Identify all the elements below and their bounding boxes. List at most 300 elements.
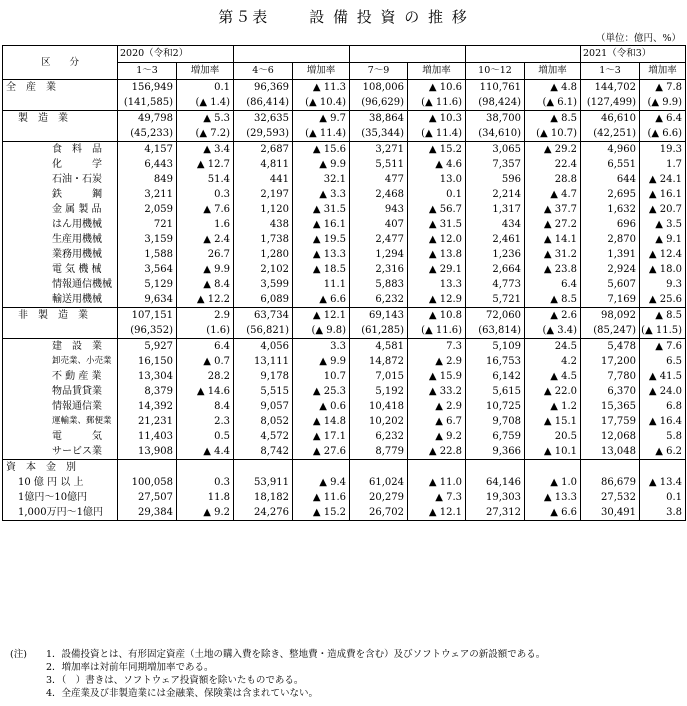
growth-rate-cell — [293, 460, 350, 476]
row-label: 情報通信機械 — [3, 277, 118, 292]
growth-rate-cell: ▲ 15.2 — [408, 142, 466, 158]
table-row — [3, 384, 686, 399]
row-label: 10 億 円 以 上 — [3, 475, 118, 490]
amount-cell: 696 — [581, 217, 640, 232]
table-row — [3, 157, 686, 172]
growth-rate-header: 増加率 — [177, 63, 234, 80]
growth-rate-cell: ▲ 7.3 — [408, 490, 466, 505]
amount-cell: 4,157 — [118, 142, 177, 158]
growth-rate-cell: 13.0 — [408, 172, 466, 187]
growth-rate-cell: 6.4 — [177, 339, 234, 355]
growth-rate-cell: 22.4 — [525, 157, 581, 172]
growth-rate-cell: 3.3 — [293, 339, 350, 355]
amount-cell: 30,491 — [581, 505, 640, 521]
row-label: 化 学 — [3, 157, 118, 172]
growth-rate-cell: 2.3 — [177, 414, 234, 429]
row-label: 製 造 業 — [3, 111, 118, 127]
growth-rate-cell: 11.8 — [177, 490, 234, 505]
amount-cell: 4,960 — [581, 142, 640, 158]
growth-rate-cell: ▲ 25.6 — [640, 292, 686, 308]
growth-rate-cell: ▲ 24.0 — [640, 384, 686, 399]
amount-sub-cell: (127,499) — [581, 95, 640, 111]
amount-cell: 5,607 — [581, 277, 640, 292]
note-2: 2．増加率は対前年同期増加率である。 — [46, 662, 214, 673]
amount-cell: 16,753 — [466, 354, 525, 369]
row-label: 石油・石炭 — [3, 172, 118, 187]
amount-cell — [581, 460, 640, 476]
amount-cell: 38,864 — [350, 111, 408, 127]
amount-cell: 7,169 — [581, 292, 640, 308]
amount-cell: 2,461 — [466, 232, 525, 247]
row-label: 非 製 造 業 — [3, 308, 118, 324]
note-1: 1．設備投資とは、有形固定資産（土地の購入費を除き、整地費・造成費を含む）及びソフトウェアの新設額である。 — [46, 649, 546, 660]
row-label: 電 気 — [3, 429, 118, 444]
amount-cell: 26,702 — [350, 505, 408, 521]
growth-rate-cell: ▲ 20.7 — [640, 202, 686, 217]
growth-rate-cell: 24.5 — [525, 339, 581, 355]
table-row — [3, 505, 686, 521]
growth-rate-cell: 5.8 — [640, 429, 686, 444]
growth-rate-cell: ▲ 9.2 — [177, 505, 234, 521]
growth-rate-cell: ▲ 11.6 — [293, 490, 350, 505]
amount-cell: 3,211 — [118, 187, 177, 202]
footnotes — [10, 648, 545, 700]
amount-cell: 13,048 — [581, 444, 640, 460]
amount-cell — [118, 460, 177, 476]
unit-label: （単位：億円、%） — [595, 33, 681, 44]
growth-rate-cell: 6.8 — [640, 399, 686, 414]
amount-cell: 53,911 — [234, 475, 293, 490]
amount-cell: 7,015 — [350, 369, 408, 384]
amount-cell: 2,870 — [581, 232, 640, 247]
table-row — [3, 80, 686, 96]
amount-cell: 7,357 — [466, 157, 525, 172]
amount-cell: 721 — [118, 217, 177, 232]
growth-rate-cell: ▲ 5.3 — [177, 111, 234, 127]
year-2021-header: 2021（令和3） — [581, 46, 686, 63]
amount-cell: 2,695 — [581, 187, 640, 202]
amount-cell: 144,702 — [581, 80, 640, 96]
amount-cell: 441 — [234, 172, 293, 187]
growth-rate-cell: ▲ 0.7 — [177, 354, 234, 369]
growth-rate-cell: ▲ 12.9 — [408, 292, 466, 308]
growth-rate-cell: ▲ 4.8 — [525, 80, 581, 96]
amount-cell: 3,599 — [234, 277, 293, 292]
growth-rate-cell: ▲ 9.9 — [177, 262, 234, 277]
growth-rate-cell: ▲ 2.9 — [408, 354, 466, 369]
amount-sub-cell: (45,233) — [118, 126, 177, 142]
growth-rate-cell — [177, 460, 234, 476]
growth-rate-cell: ▲ 31.2 — [525, 247, 581, 262]
growth-rate-cell: ▲ 1.2 — [525, 399, 581, 414]
growth-rate-cell: ▲ 15.9 — [408, 369, 466, 384]
growth-rate-cell: ▲ 4.6 — [408, 157, 466, 172]
growth-rate-cell: 0.3 — [177, 187, 234, 202]
growth-rate-cell: 6.5 — [640, 354, 686, 369]
amount-cell: 6,443 — [118, 157, 177, 172]
growth-rate-cell: ▲ 23.8 — [525, 262, 581, 277]
table-number: 第５表 — [218, 8, 270, 26]
amount-cell: 4,056 — [234, 339, 293, 355]
table-row — [3, 399, 686, 414]
amount-cell: 27,312 — [466, 505, 525, 521]
growth-rate-cell: ▲ 4.7 — [525, 187, 581, 202]
amount-cell: 6,142 — [466, 369, 525, 384]
growth-rate-cell: ▲ 33.2 — [408, 384, 466, 399]
growth-rate-sub-cell: (▲ 3.4) — [525, 323, 581, 339]
growth-rate-cell: ▲ 15.6 — [293, 142, 350, 158]
amount-cell: 107,151 — [118, 308, 177, 324]
amount-cell: 4,811 — [234, 157, 293, 172]
amount-cell: 1,236 — [466, 247, 525, 262]
growth-rate-cell: ▲ 37.7 — [525, 202, 581, 217]
amount-cell: 21,231 — [118, 414, 177, 429]
amount-cell — [234, 460, 293, 476]
amount-cell: 5,129 — [118, 277, 177, 292]
amount-cell: 11,403 — [118, 429, 177, 444]
amount-cell: 16,150 — [118, 354, 177, 369]
amount-cell: 69,143 — [350, 308, 408, 324]
growth-rate-cell: ▲ 8.5 — [525, 292, 581, 308]
growth-rate-cell: ▲ 25.3 — [293, 384, 350, 399]
amount-cell: 13,304 — [118, 369, 177, 384]
row-label: 情報通信業 — [3, 399, 118, 414]
table-heading: 設 備 投 資 の 推 移 — [309, 8, 469, 26]
amount-cell: 407 — [350, 217, 408, 232]
amount-cell: 13,908 — [118, 444, 177, 460]
growth-rate-cell: ▲ 22.0 — [525, 384, 581, 399]
amount-cell — [350, 460, 408, 476]
growth-rate-cell: 19.3 — [640, 142, 686, 158]
period-header: 10～12 — [466, 63, 525, 80]
amount-cell: 3,271 — [350, 142, 408, 158]
growth-rate-cell: ▲ 12.0 — [408, 232, 466, 247]
amount-cell: 4,773 — [466, 277, 525, 292]
growth-rate-cell: ▲ 16.1 — [640, 187, 686, 202]
row-label: サービス業 — [3, 444, 118, 460]
amount-cell: 108,006 — [350, 80, 408, 96]
amount-cell: 72,060 — [466, 308, 525, 324]
growth-rate-cell: ▲ 12.2 — [177, 292, 234, 308]
amount-cell: 2,664 — [466, 262, 525, 277]
amount-cell: 438 — [234, 217, 293, 232]
row-label: 資 本 金 別 — [3, 460, 118, 476]
growth-rate-cell: ▲ 31.5 — [408, 217, 466, 232]
amount-cell: 10,418 — [350, 399, 408, 414]
amount-cell: 5,515 — [234, 384, 293, 399]
amount-cell: 10,202 — [350, 414, 408, 429]
growth-rate-header: 増加率 — [293, 63, 350, 80]
amount-cell: 8,742 — [234, 444, 293, 460]
amount-cell: 9,057 — [234, 399, 293, 414]
growth-rate-sub-cell: (▲ 11.6) — [408, 95, 466, 111]
growth-rate-cell: ▲ 9.9 — [293, 354, 350, 369]
growth-rate-cell: 28.2 — [177, 369, 234, 384]
amount-sub-cell: (61,285) — [350, 323, 408, 339]
amount-cell: 63,734 — [234, 308, 293, 324]
growth-rate-cell: 32.1 — [293, 172, 350, 187]
amount-cell: 64,146 — [466, 475, 525, 490]
growth-rate-cell: ▲ 4.4 — [177, 444, 234, 460]
amount-sub-cell: (86,414) — [234, 95, 293, 111]
growth-rate-cell: ▲ 12.4 — [640, 247, 686, 262]
amount-cell: 5,511 — [350, 157, 408, 172]
growth-rate-cell: ▲ 15.2 — [293, 505, 350, 521]
table-row — [3, 308, 686, 324]
growth-rate-cell: ▲ 2.4 — [177, 232, 234, 247]
amount-cell: 12,068 — [581, 429, 640, 444]
growth-rate-cell: ▲ 10.6 — [408, 80, 466, 96]
growth-rate-cell: ▲ 15.1 — [525, 414, 581, 429]
amount-cell: 2,687 — [234, 142, 293, 158]
amount-cell: 596 — [466, 172, 525, 187]
growth-rate-cell: ▲ 13.3 — [525, 490, 581, 505]
growth-rate-cell: ▲ 56.7 — [408, 202, 466, 217]
growth-rate-sub-cell: (▲ 1.4) — [177, 95, 234, 111]
amount-cell: 2,924 — [581, 262, 640, 277]
table-row — [3, 172, 686, 187]
table-row-software-excluded — [3, 323, 686, 339]
growth-rate-cell: 0.1 — [408, 187, 466, 202]
amount-cell: 61,024 — [350, 475, 408, 490]
growth-rate-cell: ▲ 2.6 — [525, 308, 581, 324]
amount-cell: 29,384 — [118, 505, 177, 521]
amount-cell: 5,883 — [350, 277, 408, 292]
amount-cell: 18,182 — [234, 490, 293, 505]
amount-cell: 17,759 — [581, 414, 640, 429]
amount-cell: 6,089 — [234, 292, 293, 308]
amount-cell: 8,052 — [234, 414, 293, 429]
row-label: 鉄 鋼 — [3, 187, 118, 202]
year-2020-header: 2020（令和2） — [118, 46, 234, 63]
amount-sub-cell: (96,629) — [350, 95, 408, 111]
growth-rate-cell — [525, 460, 581, 476]
amount-cell: 644 — [581, 172, 640, 187]
amount-sub-cell: (35,344) — [350, 126, 408, 142]
amount-sub-cell: (34,610) — [466, 126, 525, 142]
growth-rate-cell: ▲ 11.3 — [293, 80, 350, 96]
amount-cell: 2,214 — [466, 187, 525, 202]
note-lead: (注) — [10, 649, 27, 660]
growth-rate-cell: ▲ 8.4 — [177, 277, 234, 292]
amount-cell: 5,109 — [466, 339, 525, 355]
growth-rate-cell: 26.7 — [177, 247, 234, 262]
amount-cell: 156,949 — [118, 80, 177, 96]
amount-cell: 943 — [350, 202, 408, 217]
table-row — [3, 142, 686, 158]
period-header: 1～3 — [118, 63, 177, 80]
amount-cell: 8,779 — [350, 444, 408, 460]
amount-cell: 2,102 — [234, 262, 293, 277]
growth-rate-cell: ▲ 27.6 — [293, 444, 350, 460]
growth-rate-cell: 0.1 — [640, 490, 686, 505]
table-row — [3, 414, 686, 429]
growth-rate-cell — [640, 460, 686, 476]
growth-rate-cell: ▲ 10.8 — [408, 308, 466, 324]
amount-cell: 14,872 — [350, 354, 408, 369]
row-label: 金 属 製 品 — [3, 202, 118, 217]
row-label: 不 動 産 業 — [3, 369, 118, 384]
capex-table — [2, 45, 686, 521]
amount-cell: 2,468 — [350, 187, 408, 202]
amount-cell: 96,369 — [234, 80, 293, 96]
growth-rate-header: 増加率 — [408, 63, 466, 80]
amount-cell: 2,197 — [234, 187, 293, 202]
growth-rate-cell: ▲ 11.0 — [408, 475, 466, 490]
amount-cell: 9,366 — [466, 444, 525, 460]
growth-rate-cell: 3.8 — [640, 505, 686, 521]
growth-rate-cell: ▲ 19.5 — [293, 232, 350, 247]
amount-cell: 27,532 — [581, 490, 640, 505]
growth-rate-cell: ▲ 14.8 — [293, 414, 350, 429]
amount-sub-cell: (42,251) — [581, 126, 640, 142]
amount-sub-cell: (29,593) — [234, 126, 293, 142]
growth-rate-cell: ▲ 16.4 — [640, 414, 686, 429]
amount-cell: 49,798 — [118, 111, 177, 127]
amount-cell: 6,551 — [581, 157, 640, 172]
amount-cell: 46,610 — [581, 111, 640, 127]
amount-cell: 5,478 — [581, 339, 640, 355]
growth-rate-cell: ▲ 12.1 — [293, 308, 350, 324]
table-row — [3, 339, 686, 355]
growth-rate-cell: ▲ 14.1 — [525, 232, 581, 247]
row-label: 運輸業、郵便業 — [3, 414, 118, 429]
table-row — [3, 111, 686, 127]
note-3: 3．（ ）書きは、ソフトウェア投資額を除いたものである。 — [46, 675, 304, 686]
growth-rate-cell: 1.7 — [640, 157, 686, 172]
amount-cell: 17,200 — [581, 354, 640, 369]
amount-cell: 20,279 — [350, 490, 408, 505]
growth-rate-cell: 0.5 — [177, 429, 234, 444]
growth-rate-cell: ▲ 7.6 — [640, 339, 686, 355]
growth-rate-sub-cell: (▲ 9.8) — [293, 323, 350, 339]
growth-rate-cell: ▲ 41.5 — [640, 369, 686, 384]
growth-rate-cell: ▲ 7.6 — [177, 202, 234, 217]
row-label: 輸送用機械 — [3, 292, 118, 308]
row-label: 卸売業、小売業 — [3, 354, 118, 369]
growth-rate-cell: 8.4 — [177, 399, 234, 414]
growth-rate-cell: ▲ 6.7 — [408, 414, 466, 429]
amount-sub-cell: (56,821) — [234, 323, 293, 339]
growth-rate-cell: 10.7 — [293, 369, 350, 384]
table-row — [3, 262, 686, 277]
row-label: はん用機械 — [3, 217, 118, 232]
row-label: 業務用機械 — [3, 247, 118, 262]
amount-cell: 7,780 — [581, 369, 640, 384]
growth-rate-cell: ▲ 3.5 — [640, 217, 686, 232]
growth-rate-cell: ▲ 13.8 — [408, 247, 466, 262]
note-4: 4．全産業及び非製造業には金融業、保険業は含まれていない。 — [46, 688, 319, 699]
amount-sub-cell: (85,247) — [581, 323, 640, 339]
period-header: 7～9 — [350, 63, 408, 80]
table-row — [3, 217, 686, 232]
amount-cell: 98,092 — [581, 308, 640, 324]
amount-cell: 5,615 — [466, 384, 525, 399]
growth-rate-cell: ▲ 22.8 — [408, 444, 466, 460]
table-row-software-excluded — [3, 95, 686, 111]
amount-cell: 4,572 — [234, 429, 293, 444]
table-title — [0, 6, 687, 27]
growth-rate-cell: ▲ 4.5 — [525, 369, 581, 384]
amount-cell: 1,317 — [466, 202, 525, 217]
growth-rate-cell: ▲ 9.9 — [293, 157, 350, 172]
growth-rate-cell: ▲ 0.6 — [293, 399, 350, 414]
growth-rate-cell: ▲ 13.4 — [640, 475, 686, 490]
amount-cell: 4,581 — [350, 339, 408, 355]
amount-cell: 3,159 — [118, 232, 177, 247]
amount-cell: 1,632 — [581, 202, 640, 217]
row-label: 全 産 業 — [3, 80, 118, 96]
growth-rate-cell: ▲ 9.7 — [293, 111, 350, 127]
amount-cell: 6,370 — [581, 384, 640, 399]
amount-cell: 10,725 — [466, 399, 525, 414]
amount-cell: 19,303 — [466, 490, 525, 505]
amount-cell: 434 — [466, 217, 525, 232]
amount-cell: 9,634 — [118, 292, 177, 308]
amount-cell: 38,700 — [466, 111, 525, 127]
growth-rate-cell: ▲ 3.4 — [177, 142, 234, 158]
growth-rate-cell: ▲ 17.1 — [293, 429, 350, 444]
growth-rate-sub-cell: (▲ 10.7) — [525, 126, 581, 142]
growth-rate-sub-cell: (▲ 9.9) — [640, 95, 686, 111]
amount-cell: 9,178 — [234, 369, 293, 384]
table-row-software-excluded — [3, 126, 686, 142]
amount-cell: 6,232 — [350, 292, 408, 308]
row-label: 1億円～10億円 — [3, 490, 118, 505]
growth-rate-sub-cell: (1.6) — [177, 323, 234, 339]
growth-rate-cell: 13.3 — [408, 277, 466, 292]
amount-cell: 849 — [118, 172, 177, 187]
amount-cell: 2,477 — [350, 232, 408, 247]
amount-cell: 5,192 — [350, 384, 408, 399]
amount-cell: 2,316 — [350, 262, 408, 277]
amount-cell: 9,708 — [466, 414, 525, 429]
table-row — [3, 354, 686, 369]
growth-rate-cell: 11.1 — [293, 277, 350, 292]
amount-cell: 1,294 — [350, 247, 408, 262]
amount-cell: 32,635 — [234, 111, 293, 127]
growth-rate-cell: 28.8 — [525, 172, 581, 187]
amount-cell: 2,059 — [118, 202, 177, 217]
amount-cell: 27,507 — [118, 490, 177, 505]
growth-rate-cell: 1.6 — [177, 217, 234, 232]
row-label: 物品賃貸業 — [3, 384, 118, 399]
growth-rate-cell: ▲ 3.3 — [293, 187, 350, 202]
row-label: 食 料 品 — [3, 142, 118, 158]
amount-cell: 100,058 — [118, 475, 177, 490]
growth-rate-cell: ▲ 12.1 — [408, 505, 466, 521]
growth-rate-cell: ▲ 2.9 — [408, 399, 466, 414]
amount-cell: 477 — [350, 172, 408, 187]
growth-rate-cell: 20.5 — [525, 429, 581, 444]
growth-rate-cell: ▲ 6.4 — [640, 111, 686, 127]
growth-rate-cell: ▲ 12.7 — [177, 157, 234, 172]
table-row — [3, 444, 686, 460]
growth-rate-cell: ▲ 9.1 — [640, 232, 686, 247]
table-row — [3, 475, 686, 490]
growth-rate-cell — [408, 460, 466, 476]
table-row — [3, 187, 686, 202]
table-row — [3, 460, 686, 476]
amount-cell: 5,927 — [118, 339, 177, 355]
table-row — [3, 369, 686, 384]
amount-sub-cell: (63,814) — [466, 323, 525, 339]
table-row — [3, 429, 686, 444]
amount-sub-cell: (98,424) — [466, 95, 525, 111]
growth-rate-cell: ▲ 9.2 — [408, 429, 466, 444]
amount-cell: 6,232 — [350, 429, 408, 444]
amount-cell: 3,065 — [466, 142, 525, 158]
